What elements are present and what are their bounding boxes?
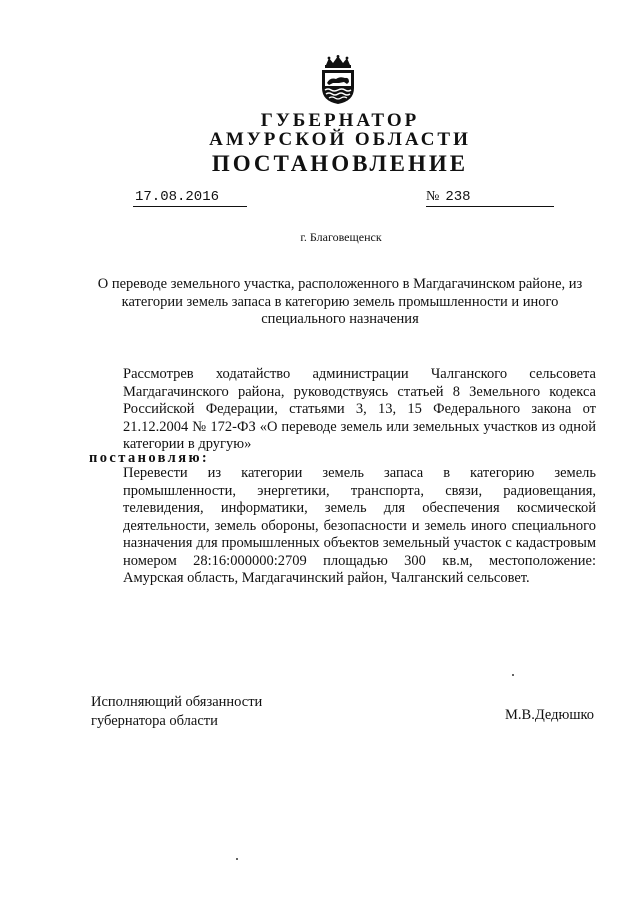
document-title: О переводе земельного участка, расположенного в Магдагачинском районе, из категории земель запаса в категорию земель промышленности и иного специального назначения: [97, 276, 583, 327]
resolution-text: Перевести из категории земель запаса в категорию земель промышленности, энергетики, транспорта, связи, радиовещания, телевидения, информатики, земель для обеспечения космической деятельности, земель обороны, безопасности и земель иного специального назначения для промышленных объектов земельный участок с кадастровым номером 28:16:000000:2709 площадью 300 кв.м, местоположение: Амурская область, Магдагачинский район, Чалганский сельсовет.: [123, 465, 596, 586]
coat-of-arms-icon: [318, 55, 358, 105]
resolve-word: постановляю:: [89, 450, 210, 466]
scan-speck: [512, 674, 514, 676]
issuer-title-line2: АМУРСКОЙ ОБЛАСТИ: [209, 129, 471, 150]
city-label: г. Благовещенск: [300, 230, 382, 244]
issuer-title-line1: ГУБЕРНАТОР: [260, 110, 420, 131]
document-number-field: [426, 189, 554, 207]
signatory-position: [91, 693, 262, 731]
signatory-position-line1: Исполняющий обязанности: [91, 694, 263, 710]
signatory-position-line2: губернатора области: [91, 713, 218, 729]
signatory-name: М.В.Дедюшко: [505, 707, 595, 723]
preamble-text: Рассмотрев ходатайство администрации Чалганского сельсовета Магдагачинского района, руководствуясь статьей 8 Земельного кодекса Российской Федерации, статьями 3, 13, 15 Федерального закона от 21.12.2004 № 172-ФЗ «О переводе земель или земельных участков из одной категории в другую»: [123, 366, 596, 452]
document-type-heading: ПОСТАНОВЛЕНИЕ: [211, 151, 469, 176]
preamble-paragraph: [89, 366, 596, 454]
number-sign: №: [426, 189, 440, 204]
scan-speck: [236, 858, 238, 860]
resolution-paragraph: [89, 465, 596, 588]
document-number: 238: [445, 189, 471, 205]
document-date: 17.08.2016: [133, 189, 247, 207]
